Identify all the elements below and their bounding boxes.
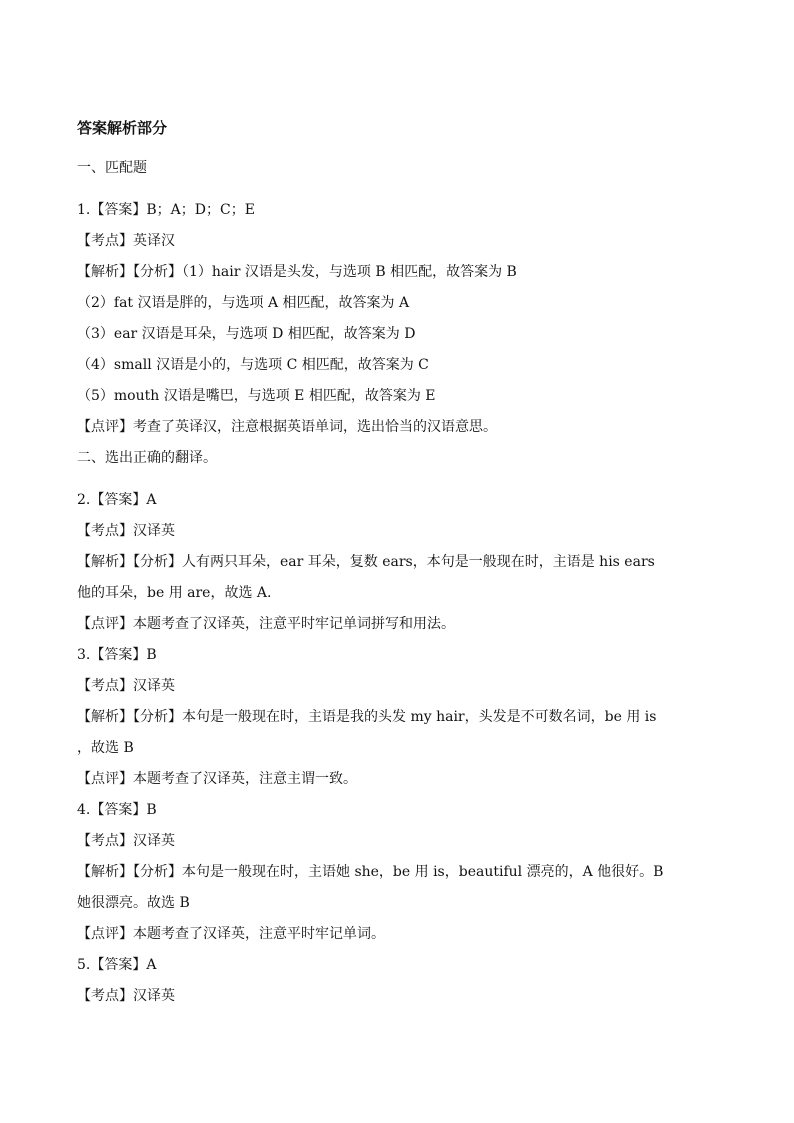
q1-analysis-3: （3）ear 汉语是耳朵，与选项 D 相匹配，故答案为 D xyxy=(77,326,416,342)
q1-answer: 1.【答案】B；A；D；C；E xyxy=(77,202,255,218)
q1-analysis-5: （5）mouth 汉语是嘴巴，与选项 E 相匹配，故答案为 E xyxy=(77,388,436,404)
q3-answer: 3.【答案】B xyxy=(77,647,157,663)
q2-answer: 2.【答案】A xyxy=(77,492,157,508)
q2-analysis-line-1: 【解析】【分析】人有两只耳朵，ear 耳朵，复数 ears，本句是一般现在时，主语是 his ears xyxy=(77,554,655,570)
q1-comment: 【点评】考查了英译汉，注意根据英语单词，选出恰当的汉语意思。 xyxy=(77,419,497,435)
q4-analysis-line-1: 【解析】【分析】本句是一般现在时，主语她 she，be 用 is，beautiful 漂亮的，A 他很好。B xyxy=(77,864,664,880)
q2-comment: 【点评】本题考查了汉译英，注意平时牢记单词拼写和用法。 xyxy=(77,616,455,632)
q3-analysis-line-2: ，故选 B xyxy=(77,740,134,756)
q4-analysis-line-2: 她很漂亮。故选 B xyxy=(77,895,190,911)
q1-analysis-1: 【解析】【分析】（1）hair 汉语是头发，与选项 B 相匹配，故答案为 B xyxy=(77,264,517,280)
q4-comment: 【点评】本题考查了汉译英，注意平时牢记单词。 xyxy=(77,926,385,942)
q1-topic: 【考点】英译汉 xyxy=(77,233,175,249)
q2-analysis-line-2: 他的耳朵，be 用 are，故选 A. xyxy=(77,585,272,601)
q1-analysis-2: （2）fat 汉语是胖的，与选项 A 相匹配，故答案为 A xyxy=(77,295,410,311)
q4-answer: 4.【答案】B xyxy=(77,802,157,818)
q5-answer: 5.【答案】A xyxy=(77,957,157,973)
document-title: 答案解析部分 xyxy=(77,119,168,137)
q2-topic: 【考点】汉译英 xyxy=(77,523,175,539)
q3-topic: 【考点】汉译英 xyxy=(77,678,175,694)
q3-analysis-line-1: 【解析】【分析】本句是一般现在时，主语是我的头发 my hair，头发是不可数名词，be 用 is xyxy=(77,709,657,725)
section-heading-matching: 一、匹配题 xyxy=(77,160,147,176)
q3-comment: 【点评】本题考查了汉译英，注意主谓一致。 xyxy=(77,771,357,787)
q1-analysis-4: （4）small 汉语是小的，与选项 C 相匹配，故答案为 C xyxy=(77,357,429,373)
answer-analysis-content xyxy=(77,118,727,1006)
q4-topic: 【考点】汉译英 xyxy=(77,833,175,849)
q5-topic: 【考点】汉译英 xyxy=(77,988,175,1004)
section-heading-translation: 二、选出正确的翻译。 xyxy=(77,450,217,466)
